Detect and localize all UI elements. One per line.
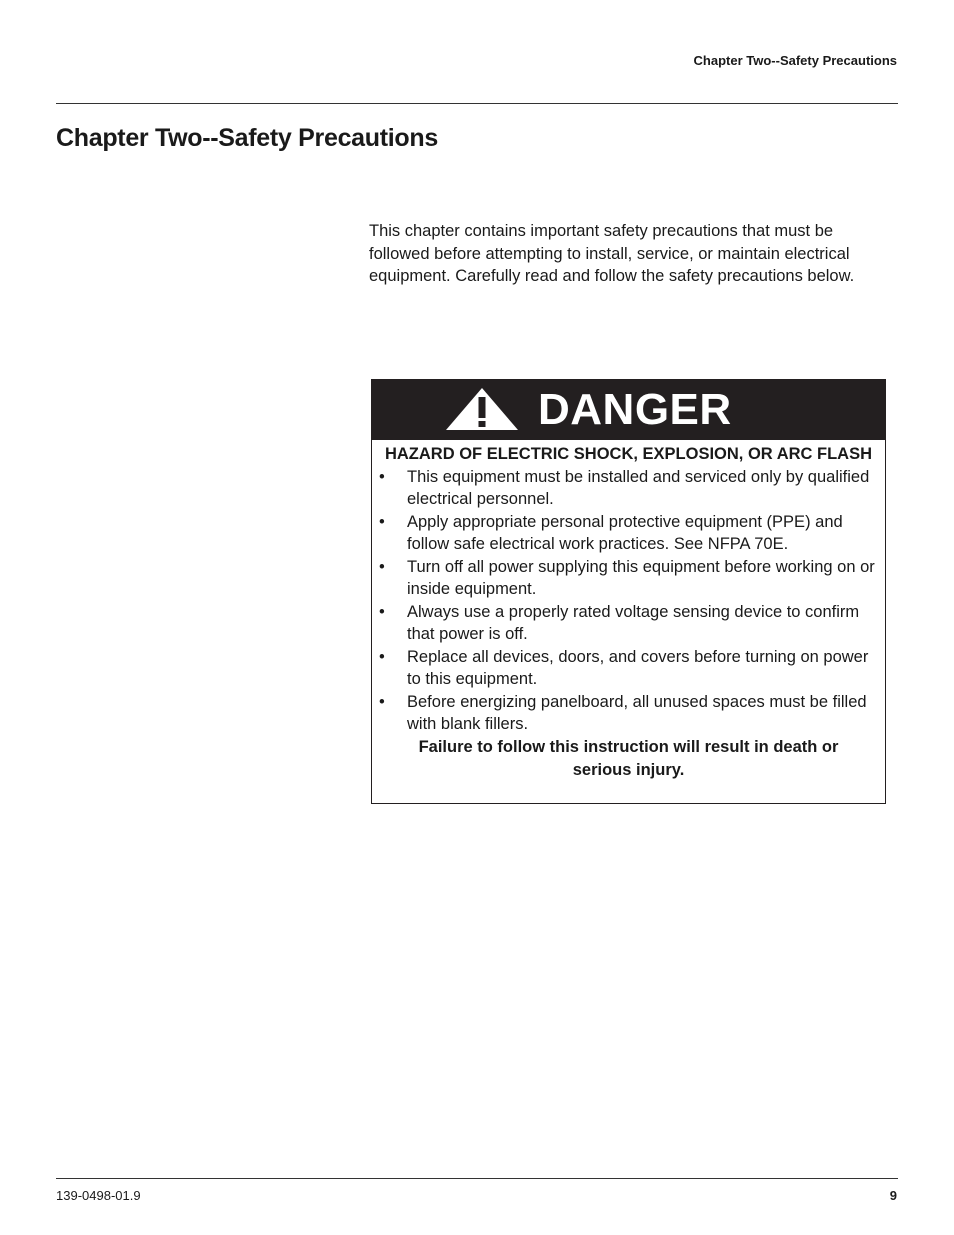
bullet: •	[379, 467, 385, 486]
list-item	[372, 466, 885, 511]
list-item	[372, 556, 885, 601]
hazard-title: HAZARD OF ELECTRIC SHOCK, EXPLOSION, OR ARC FLASH	[384, 445, 873, 463]
danger-signal-word: DANGER	[538, 385, 732, 434]
list-item-text: Always use a properly rated voltage sensing device to confirm that power is off.	[407, 602, 860, 643]
bullet: •	[379, 557, 385, 576]
hazard-instructions-list	[372, 466, 885, 736]
running-header: Chapter Two--Safety Precautions	[693, 53, 897, 68]
chapter-title: Chapter Two--Safety Precautions	[56, 124, 438, 152]
list-item-text: This equipment must be installed and serviced only by qualified electrical personnel.	[407, 467, 870, 508]
list-item	[372, 601, 885, 646]
footer-rule	[56, 1178, 898, 1179]
consequence-statement: Failure to follow this instruction will result in death or serious injury.	[418, 737, 839, 779]
list-item-text: Replace all devices, doors, and covers before turning on power to this equipment.	[407, 647, 869, 688]
list-item-text: Before energizing panelboard, all unused spaces must be filled with blank fillers.	[407, 692, 867, 733]
list-item-text: Apply appropriate personal protective equipment (PPE) and follow safe electrical work practices. See NFPA 70E.	[407, 512, 843, 553]
danger-safety-message	[371, 379, 886, 804]
list-item	[372, 646, 885, 691]
list-item-text: Turn off all power supplying this equipment before working on or inside equipment.	[407, 557, 875, 598]
danger-header	[372, 380, 885, 440]
bullet: •	[379, 647, 385, 666]
warning-triangle-icon	[444, 386, 520, 432]
intro-paragraph: This chapter contains important safety precautions that must be followed before attempting to install, service, or maintain electrical equipment. Carefully read and follow the safety precautions below.	[369, 222, 855, 285]
bullet: •	[379, 602, 385, 621]
bullet: •	[379, 692, 385, 711]
header-rule	[56, 103, 898, 104]
bullet: •	[379, 512, 385, 531]
list-item	[372, 691, 885, 736]
document-number: 139-0498-01.9	[56, 1188, 141, 1203]
list-item	[372, 511, 885, 556]
page-number: 9	[889, 1188, 897, 1203]
